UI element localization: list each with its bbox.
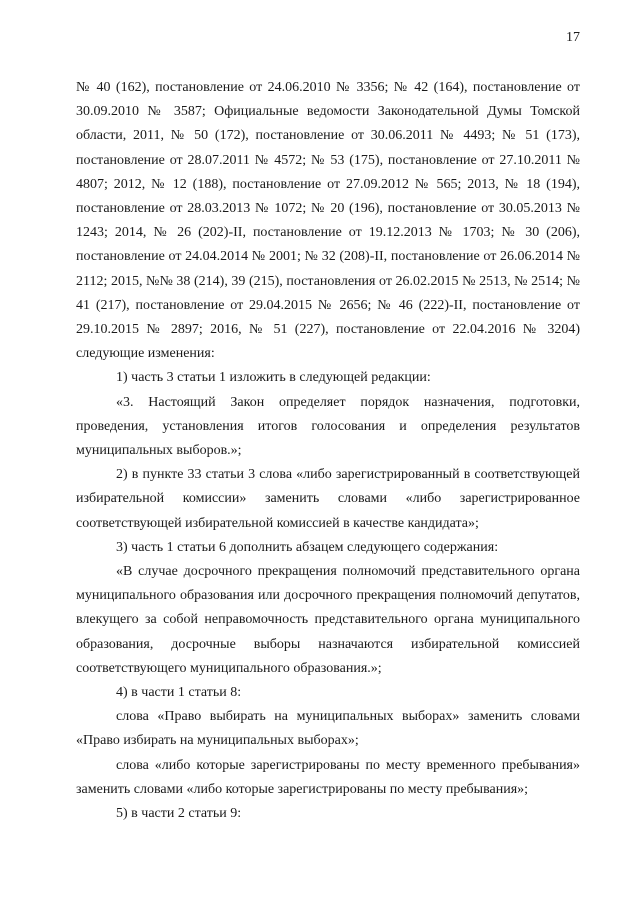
paragraph-item-4: 4) в части 1 статьи 8: (116, 685, 242, 701)
paragraph-amendment-sources: № 40 (162), постановление от 24.06.2010 № 3356; № 42 (164), постановление от 30.09.2010 № 3587; Официальные ведомости Законодательной Думы Томской области, 2011, № 50 (172), постановление от 30.06.2011 № 4493; № 51 (173), постановление от 28.07.2011 № 4572; № 53 (175), постановление от 27.10.2011 № 4807; 2012, № 12 (188), постановление от 27.09.2012 № 565; 2013, № 18 (194), постановление от 28.03.2013 № 1072; № 20 (196), постановление от 30.05.2013 № 1243; 2014, № 26 (202)-II, постановление от 19.12.2013 № 1703; № 30 (206), постановление от 24.04.2014 № 2001; № 32 (208)-II, постановление от 26.06.2014 № 2112; 2015, №№ 38 (214), 39 (215), постановления от 26.02.2015 № 2513, № 2514; № 41 (217), постановление от 29.04.2015 № 2656; № 46 (222)-II, постановление от 29.10.2015 № 2897; 2016, № 51 (227), постановление от 22.04.2016 № 3204) следующие изменения: (76, 80, 580, 362)
page-number: 17 (566, 30, 580, 45)
paragraph-item-2: 2) в пункте 33 статьи 3 слова «либо зарегистрированный в соответствующей избирательной комиссии» заменить словами «либо зарегистрированное соответствующей избирательной комиссией в качестве кандидата»; (76, 467, 580, 531)
paragraph-item-3-text: «В случае досрочного прекращения полномочий представительного органа муниципального образования или досрочного прекращения полномочий депутатов, влекущего за собой неправомочность представительного органа муниципального образования, досрочные выборы назначаются избирательной комиссией соответствующего муниципального образования.»; (76, 564, 580, 676)
paragraph-item-3: 3) часть 1 статьи 6 дополнить абзацем следующего содержания: (116, 539, 499, 555)
paragraph-item-1: 1) часть 3 статьи 1 изложить в следующей редакции: (116, 370, 431, 386)
paragraph-item-5: 5) в части 2 статьи 9: (116, 806, 242, 822)
paragraph-item-4-words-2: слова «либо которые зарегистрированы по месту временного пребывания» заменить словами «либо которые зарегистрированы по месту пребывания»; (76, 757, 580, 797)
document-body (76, 76, 580, 826)
paragraph-item-4-words-1: слова «Право выбирать на муниципальных выборах» заменить словами «Право избирать на муниципальных выборах»; (76, 709, 580, 749)
paragraph-item-1-text: «3. Настоящий Закон определяет порядок назначения, подготовки, проведения, установления итогов голосования и определения результатов муниципальных выборов.»; (76, 394, 580, 459)
